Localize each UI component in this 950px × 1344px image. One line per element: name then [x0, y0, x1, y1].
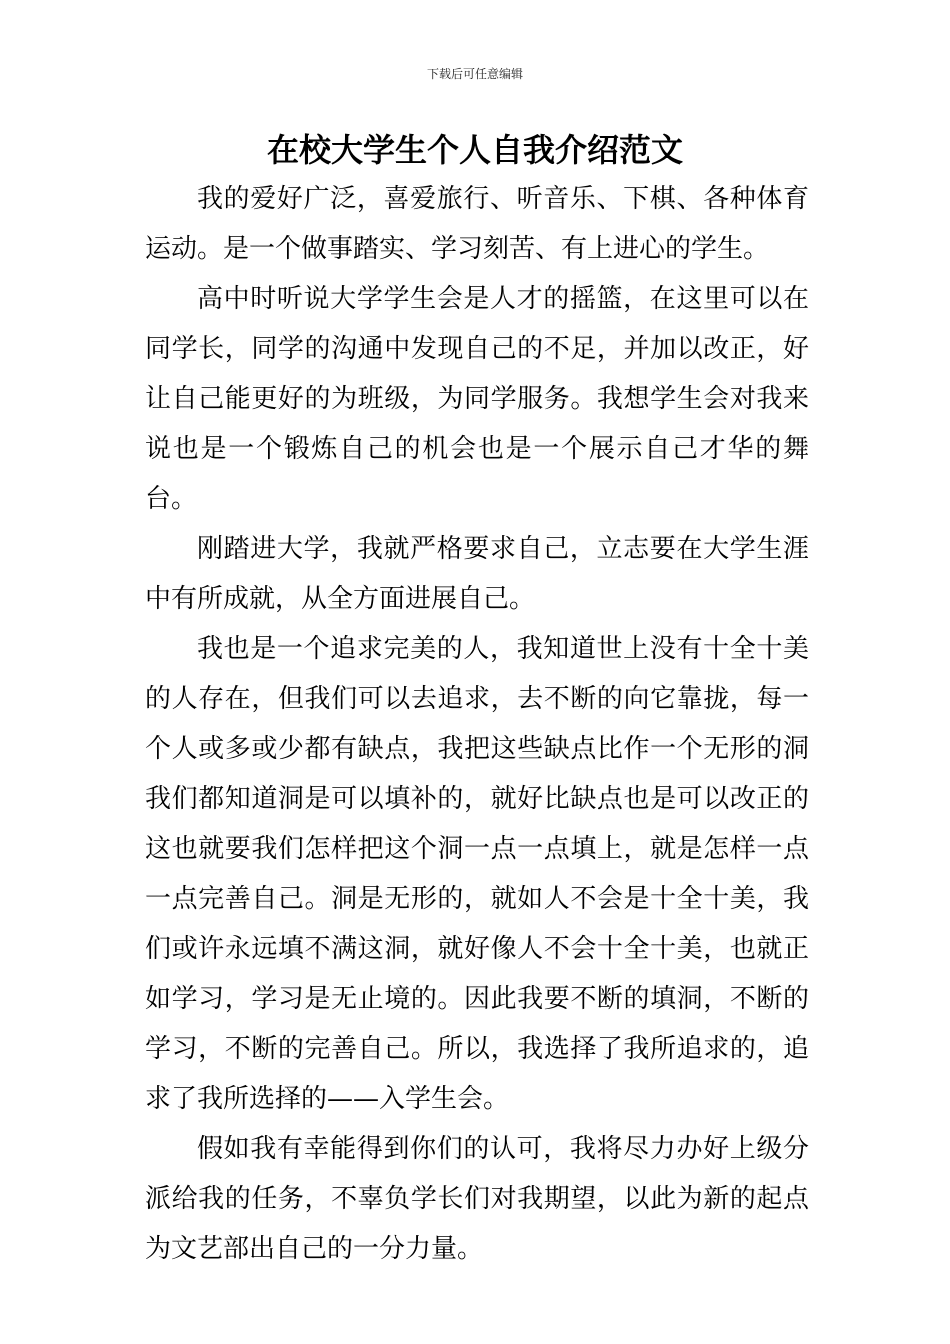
header-note: 下载后可任意编辑 [426, 67, 523, 81]
paragraph: 刚踏进大学，我就严格要求自己，立志要在大学生涯中有所成就，从全方面进展自己。 [145, 534, 809, 614]
paragraph: 我的爱好广泛，喜爱旅行、听音乐、下棋、各种体育运动。是一个做事踏实、学习刻苦、有上进心的学生。 [145, 184, 809, 264]
paragraph: 高中时听说大学学生会是人才的摇篮，在这里可以在同学长，同学的沟通中发现自己的不足，并加以改正，好让自己能更好的为班级，为同学服务。我想学生会对我来说也是一个锻炼自己的机会也是一个展示自己才华的舞台。 [145, 284, 809, 514]
document-body [145, 174, 809, 1274]
paragraph: 我也是一个追求完美的人，我知道世上没有十全十美的人存在，但我们可以去追求，去不断的向它靠拢，每一个人或多或少都有缺点，我把这些缺点比作一个无形的洞我们都知道洞是可以填补的，就好比缺点也是可以改正的这也就要我们怎样把这个洞一点一点填上，就是怎样一点一点完善自己。洞是无形的，就如人不会是十全十美，我们或许永远填不满这洞，就好像人不会十全十美，也就正如学习，学习是无止境的。因此我要不断的填洞，不断的学习，不断的完善自己。所以，我选择了我所追求的，追求了我所选择的——入学生会。 [145, 634, 809, 1114]
paragraph: 假如我有幸能得到你们的认可，我将尽力办好上级分派给我的任务，不辜负学长们对我期望，以此为新的起点为文艺部出自己的一分力量。 [145, 1134, 809, 1264]
page-title: 在校大学生个人自我介绍范文 [266, 131, 683, 169]
